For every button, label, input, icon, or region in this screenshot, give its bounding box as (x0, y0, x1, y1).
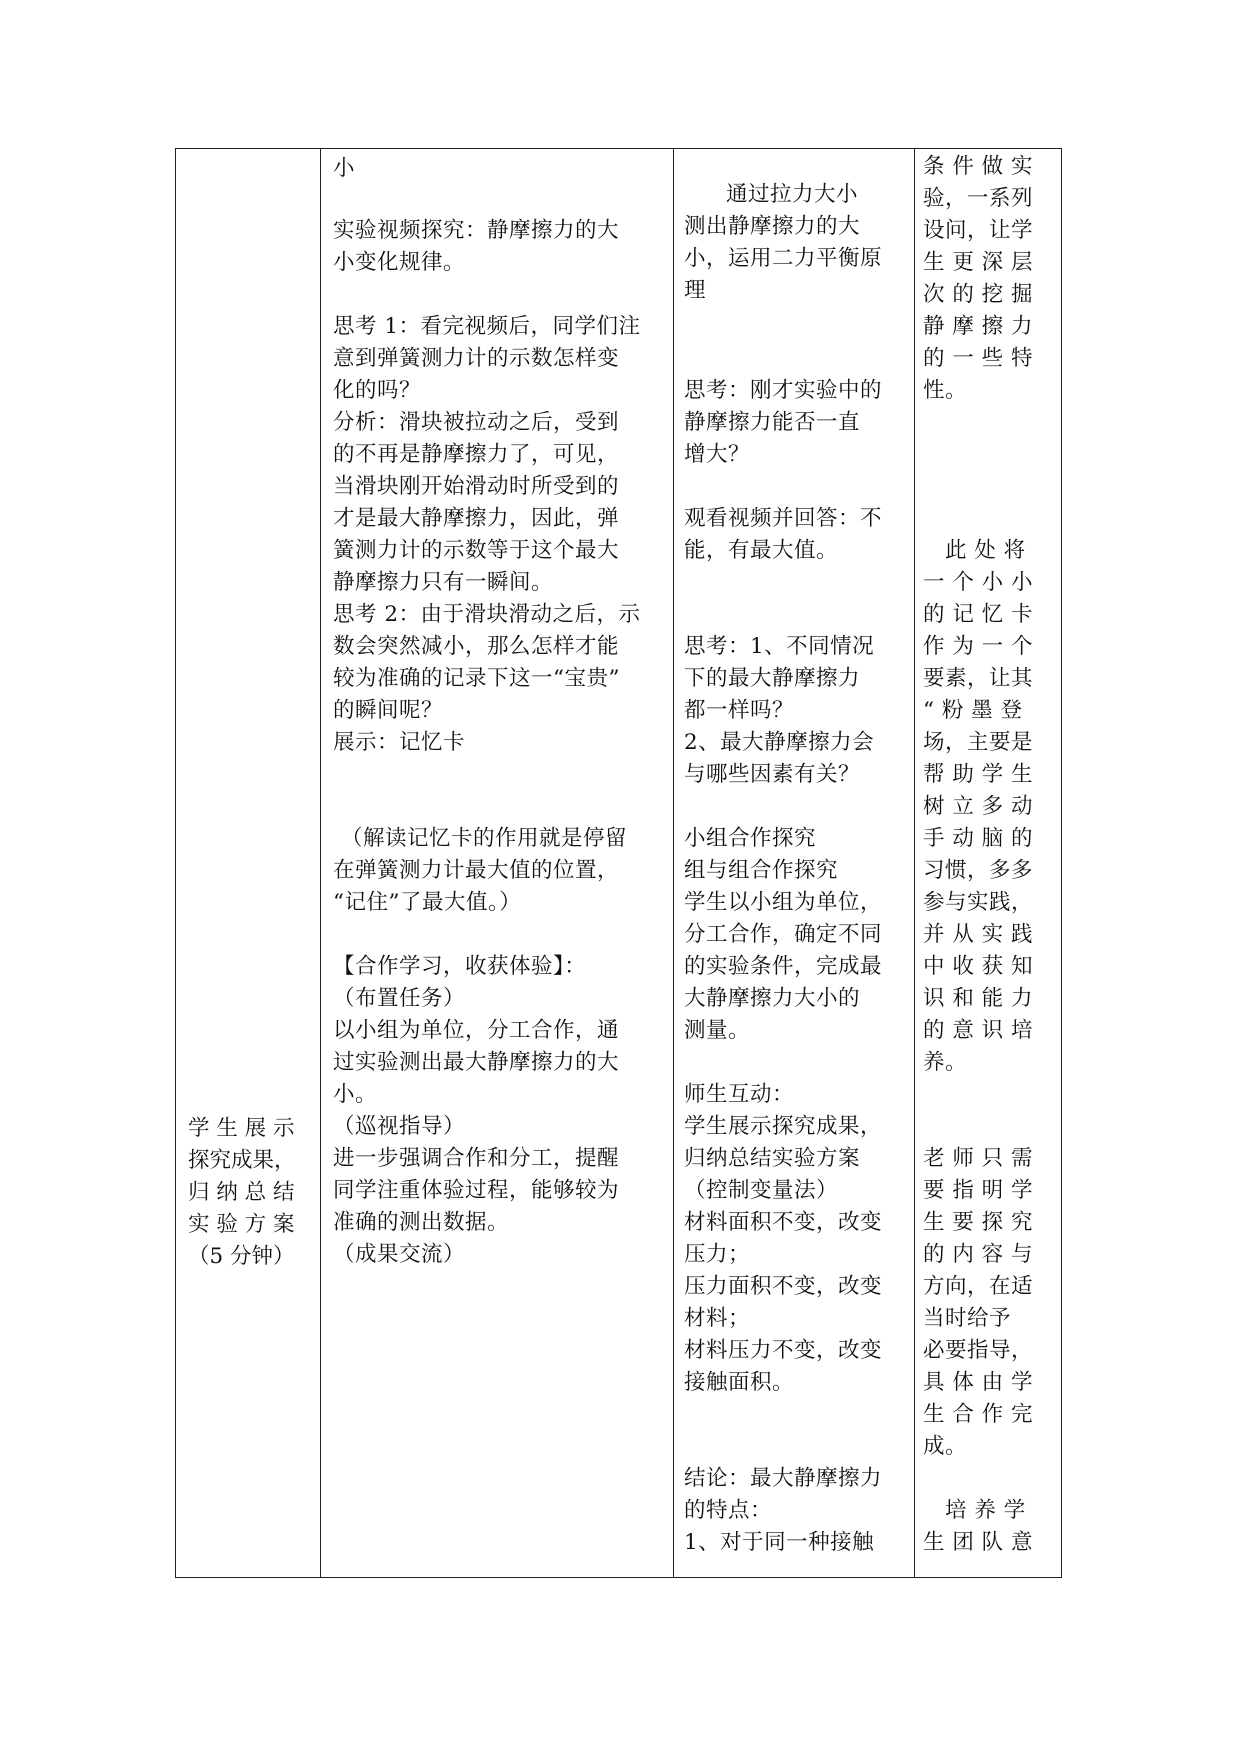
intent-line: 静 摩 擦 力 (923, 314, 1034, 339)
teacher-line: 准确的测出数据。 (333, 1210, 510, 1235)
student-line: 材料压力不变，改变 (684, 1338, 883, 1363)
student-line: 能，有最大值。 (684, 538, 839, 563)
teacher-line: （巡视指导） (333, 1114, 466, 1139)
intent-line: 并 从 实 践 (923, 922, 1034, 947)
teacher-line: “记住”了最大值。） (333, 890, 522, 915)
student-line: 思考：刚才实验中的 (684, 378, 883, 403)
intent-line: 作 为 一 个 (923, 634, 1034, 659)
student-line: 都一样吗？ (684, 698, 795, 723)
student-line: 观看视频并回答：不 (684, 506, 883, 531)
teacher-line: 实验视频探究：静摩擦力的大 (333, 218, 620, 243)
teacher-line: 小。 (333, 1082, 378, 1107)
teacher-line: 分析：滑块被拉动之后，受到 (333, 410, 620, 435)
teacher-line: 过实验测出最大静摩擦力的大 (333, 1050, 620, 1075)
teacher-line: 才是最大静摩擦力，因此，弹 (333, 506, 620, 531)
teacher-line: 展示：记忆卡 (333, 730, 466, 755)
intent-line: 性。 (923, 378, 968, 403)
teacher-line: 的瞬间呢？ (333, 698, 444, 723)
student-line: 学生展示探究成果， (684, 1114, 883, 1139)
teacher-line: 较为准确的记录下这一“宝贵” (333, 666, 620, 691)
student-line: 的特点： (684, 1498, 773, 1523)
intent-line: 此 处 将 (945, 538, 1026, 563)
teacher-line: 进一步强调合作和分工，提醒 (333, 1146, 620, 1171)
intent-line: 的 记 忆 卡 (923, 602, 1034, 627)
teacher-line: 小变化规律。 (333, 250, 466, 275)
stage-line: （5 分钟） (188, 1244, 295, 1269)
teacher-line: （成果交流） (333, 1242, 466, 1267)
student-line: 测出静摩擦力的大 (684, 214, 861, 239)
student-activity-cell (674, 149, 915, 1578)
intent-line: 习惯，多多 (923, 858, 1034, 883)
intent-line: 方向，在适 (923, 1274, 1034, 1299)
student-line: 静摩擦力能否一直 (684, 410, 861, 435)
student-line: 归纳总结实验方案 (684, 1146, 861, 1171)
teacher-line: 簧测力计的示数等于这个最大 (333, 538, 620, 563)
student-line: 测量。 (684, 1018, 751, 1043)
teacher-activity-cell (321, 149, 674, 1578)
student-line: 结论：最大静摩擦力 (684, 1466, 883, 1491)
stage-line: 归 纳 总 结 (188, 1180, 295, 1205)
intent-line: 必要指导， (923, 1338, 1034, 1363)
intent-line: 手 动 脑 的 (923, 826, 1034, 851)
intent-line: 参与实践， (923, 890, 1034, 915)
student-line: 通过拉力大小 (726, 182, 859, 207)
intent-line: 养。 (923, 1050, 968, 1075)
intent-line: 具 体 由 学 (923, 1370, 1034, 1395)
student-line: 压力； (684, 1242, 751, 1267)
student-line: 的实验条件，完成最 (684, 954, 883, 979)
table-row (176, 149, 1062, 1578)
intent-line: 生 合 作 完 (923, 1402, 1034, 1427)
teacher-line: 意到弹簧测力计的示数怎样变 (333, 346, 620, 371)
intent-line: 的 内 容 与 (923, 1242, 1034, 1267)
intent-line: 培 养 学 (945, 1498, 1026, 1523)
student-line: 1、对于同一种接触 (684, 1530, 875, 1555)
intent-line: 成。 (923, 1434, 968, 1459)
student-line: 思考：1、不同情况 (684, 634, 875, 659)
intent-line: 条 件 做 实 (923, 154, 1034, 179)
teacher-line: 化的吗？ (333, 378, 422, 403)
intent-line: 生 团 队 意 (923, 1530, 1034, 1555)
teacher-line: 思考 2：由于滑块滑动之后，示 (333, 602, 641, 627)
intent-line: “ 粉 墨 登 (923, 698, 1023, 723)
teacher-line: 的不再是静摩擦力了，可见， (333, 442, 620, 467)
teacher-line: 同学注重体验过程，能够较为 (333, 1178, 620, 1203)
stage-line: 实 验 方 案 (188, 1212, 295, 1237)
intent-line: 次 的 挖 掘 (923, 282, 1034, 307)
student-line: 大静摩擦力大小的 (684, 986, 861, 1011)
intent-line: 生 要 探 究 (923, 1210, 1034, 1235)
lesson-plan-table (175, 148, 1062, 1578)
student-line: 材料； (684, 1306, 751, 1331)
teacher-line: 数会突然减小，那么怎样才能 (333, 634, 620, 659)
intent-line: 要 指 明 学 (923, 1178, 1034, 1203)
teacher-line: 以小组为单位，分工合作，通 (333, 1018, 620, 1043)
intent-line: 帮 助 学 生 (923, 762, 1034, 787)
student-line: 小组合作探究 (684, 826, 817, 851)
student-line: 压力面积不变，改变 (684, 1274, 883, 1299)
intent-line: 一 个 小 小 (923, 570, 1034, 595)
student-line: 组与组合作探究 (684, 858, 839, 883)
teacher-line: 静摩擦力只有一瞬间。 (333, 570, 554, 595)
stage-line: 学 生 展 示 (188, 1116, 295, 1141)
student-line: （控制变量法） (684, 1178, 839, 1203)
teacher-line: 当滑块刚开始滑动时所受到的 (333, 474, 620, 499)
student-line: 师生互动： (684, 1082, 795, 1107)
teacher-line: （布置任务） (333, 986, 466, 1011)
design-intent-cell (915, 149, 1062, 1578)
student-line: 小，运用二力平衡原 (684, 246, 883, 271)
intent-line: 树 立 多 动 (923, 794, 1034, 819)
teacher-line: 在弹簧测力计最大值的位置， (333, 858, 620, 883)
intent-line: 设问，让学 (923, 218, 1034, 243)
student-line: 下的最大静摩擦力 (684, 666, 861, 691)
intent-line: 老 师 只 需 (923, 1146, 1034, 1171)
teacher-line: 小 (333, 156, 356, 181)
intent-line: 验，一系列 (923, 186, 1034, 211)
intent-line: 要素，让其 (923, 666, 1034, 691)
intent-line: 中 收 获 知 (923, 954, 1034, 979)
student-line: 与哪些因素有关？ (684, 762, 861, 787)
teacher-line: 【合作学习，收获体验】： (333, 954, 587, 979)
intent-line: 识 和 能 力 (923, 986, 1034, 1011)
intent-line: 当时给予 (923, 1306, 1012, 1331)
teacher-line: （解读记忆卡的作用就是停留 (341, 826, 628, 851)
teacher-line: 思考 1：看完视频后，同学们注 (333, 314, 641, 339)
student-line: 接触面积。 (684, 1370, 795, 1395)
intent-line: 场，主要是 (923, 730, 1034, 755)
student-line: 2、最大静摩擦力会 (684, 730, 875, 755)
stage-line: 探究成果， (188, 1148, 296, 1173)
stage-cell (176, 149, 321, 1578)
student-line: 学生以小组为单位， (684, 890, 883, 915)
student-line: 理 (684, 278, 707, 303)
intent-line: 的 一 些 特 (923, 346, 1034, 371)
student-line: 分工合作，确定不同 (684, 922, 883, 947)
student-line: 增大？ (684, 442, 751, 467)
student-line: 材料面积不变，改变 (684, 1210, 883, 1235)
intent-line: 的 意 识 培 (923, 1018, 1034, 1043)
intent-line: 生 更 深 层 (923, 250, 1034, 275)
